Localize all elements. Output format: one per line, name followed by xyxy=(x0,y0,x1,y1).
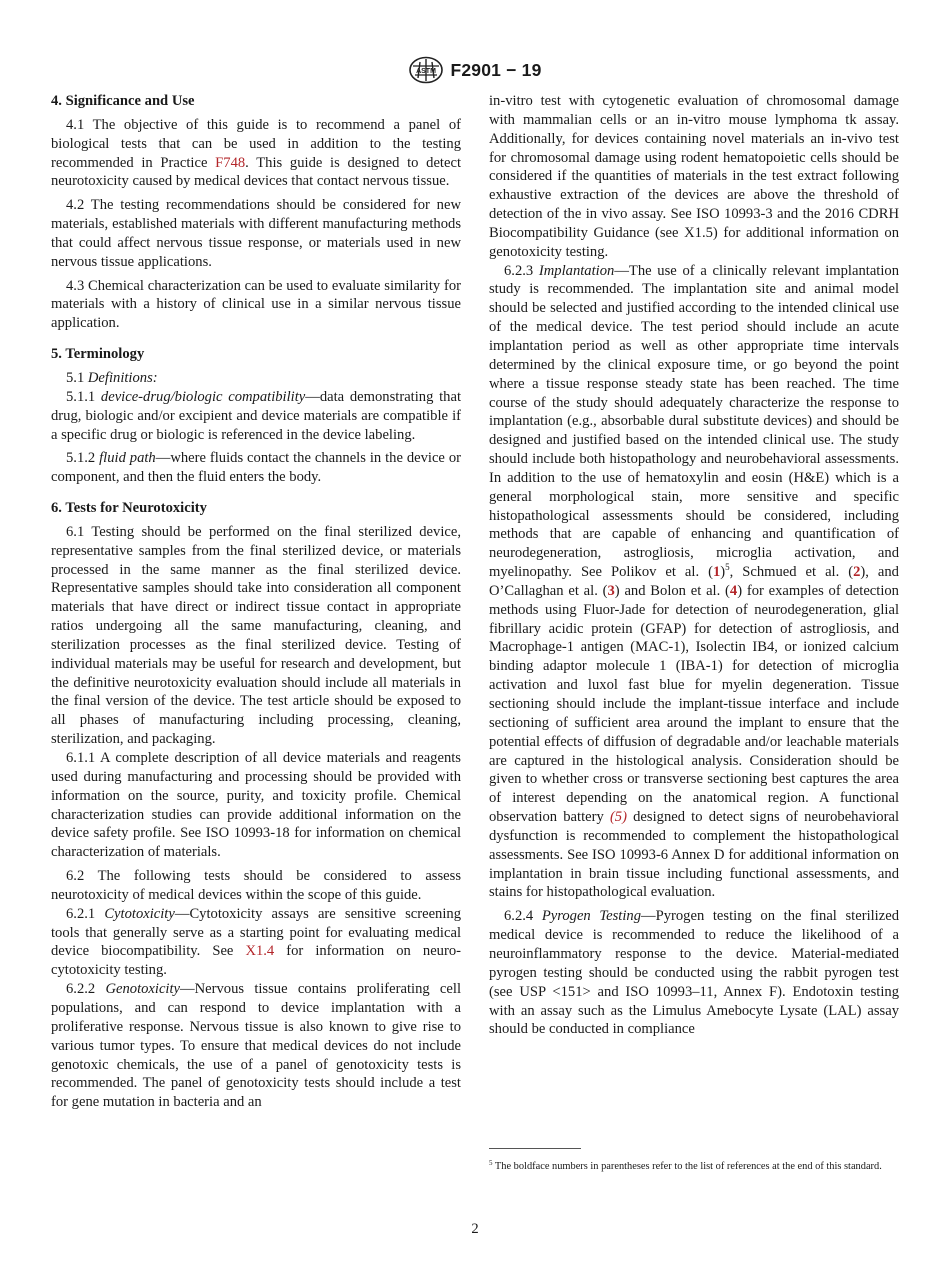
left-column xyxy=(51,92,461,1112)
right-column xyxy=(489,92,899,1039)
document-id: F2901 − 19 xyxy=(450,59,542,80)
footnote-5-marker: 5 xyxy=(725,562,730,573)
paragraph-4-1: 4.1 The objective of this guide is to recommend a panel of biological tests that can be used in addition to the testing recommended in Practice F748. This guide is designed to detect neurotoxicity caused by medical devices that contact nervous tissue. xyxy=(51,116,462,190)
paragraph-5-1-1: 5.1.1 device-drug/biologic compatibility—data demonstrating that drug, biologic and/or excipient and device materials are compatible if a specific drug or biologic is referenced in the device labeling. xyxy=(51,388,461,443)
section-6-heading: 6. Tests for Neurotoxicity xyxy=(51,500,207,517)
paragraph-6-1-1: 6.1.1 A complete description of all device materials and reagents used during manufacturing and processing should be provided with information on the source, purity, and toxicity profile. Chemical characterization studies can provide additional information on the device safety profile. See ISO 10993-18 for information on chemical characterization of materials. xyxy=(51,750,461,861)
paragraph-6-2-4: 6.2.4 Pyrogen Testing—Pyrogen testing on the final sterilized medical device is recommended to reduce the likelihood of a neuroinflammatory response to the device. Material-mediated pyrogen testing should be conducted using the rabbit pyrogen test (see USP <151> and ISO 10993–11, Annex F). Endotoxin testing with an assay such as the Limulus Amebocyte Lysate (LAL) assay should be conducted in compliance xyxy=(489,908,899,1038)
link-x1-4[interactable]: X1.4 xyxy=(245,943,275,960)
reference-1-link[interactable]: 1 xyxy=(712,564,721,581)
paragraph-5-1-2: 5.1.2 fluid path—where fluids contact the channels in the device or component, and then the fluid enters the body. xyxy=(51,450,461,486)
page-number: 2 xyxy=(471,1221,479,1237)
link-f748[interactable]: F748 xyxy=(215,154,246,171)
paragraph-6-1: 6.1 Testing should be performed on the final sterilized device, representative samples from the final sterilized device, or materials processed in the same manner as the final sterilized device. Representative samples should take into consideration all component materials that have direct or indirect tissue contact in appropriate ratios undergoing all the same manufacturing, cleaning, and sterilization processes as the final sterilized device. Testing of individual materials may be useful for research and development, but the definitive neurotoxicity evaluation should include all materials in the final version of the device. The test article should be exposed to all phases of manufacturing including processing, cleaning, sterilization, and packaging. xyxy=(51,523,461,748)
footnote-5: $^5$ The boldface numbers in parentheses refer to the list of references at the end of this standard. xyxy=(489,1159,882,1172)
section-4-heading: 4. Significance and Use xyxy=(51,93,195,109)
paragraph-6-2-3: 6.2.3 Implantation—The use of a clinically relevant implantation study is recommended. The implantation site and animal model should be selected and justified according to the intended clinical use of the medical device. The test period should include an acute implantation period as well as other appropriate time intervals determined by the clinical exposure time, or go beyond the point where a tissue response steady state has been reached. The time course of the study should adequately characterize the response to implantation (e.g., absorbable dural substitute devices) and should be designed and justified based on the intended clinical use. The study should include both histopathology and neurobehavioral assessments. In addition to the use of hematoxylin and eosin (H&E) which is a general morphological stain, more sensitive and specific histopathological assessments should be considered, including methods that are capable of enhancing and quantification of neurodegeneration, astrogliosis, microglia activation, and myelinopathy. See Polikov et al. $(1)^5$, Schmued et al. (2), and O’Callaghan et al. (3) and Bolon et al. (4) for examples of detection methods using Fluor-Jade for detection of neurodegeneration, glial fibrillary acidic protein (GFAP) for detection of astrogliosis, and Macrophage-1 antigen (MAC-1), Isolectin IB4, or ionized calcium binding adaptor molecule 1 (IBA-1) for detection of microglia activation and luxol fast blue for myelin degeneration. Tissue sectioning should include the implant-tissue interface and include sectioning of sufficient area around the implant to ensure that the potential effects of diffusion of degradable and/or leachable materials are captured in the histological analysis. Consideration should be given to whether cross or transverse sectioning best captures the area of interest depending on the anatomical region. A functional observation battery (5) designed to detect signs of neurobehavioral dysfunction is recommended to complement the histopathological assessments. See ISO 10993-6 Annex D for additional information on implantation in brain tissue including functional assessments, and stains for histopathological evaluation. xyxy=(489,262,899,901)
astm-logo-icon xyxy=(408,56,444,84)
paragraph-5-1: 5.1 Definitions: xyxy=(66,369,158,386)
paragraph-4-2: 4.2 The testing recommendations should be considered for new materials, established materials with different manufacturing methods that could affect nervous tissue response, or materials used in new nervous tissue applications. xyxy=(51,197,461,270)
paragraph-6-2-1: 6.2.1 Cytotoxicity—Cytotoxicity assays are sensitive screening tools that generally serve as a starting point for evaluating medical device biocompatibility. See X1.4 for information on neuro-cytotoxicity testing. xyxy=(51,905,462,979)
reference-4-link[interactable]: 4 xyxy=(729,582,738,599)
reference-3-link[interactable]: 3 xyxy=(607,582,615,599)
reference-2-link[interactable]: 2 xyxy=(853,564,861,581)
svg-text:ASTM: ASTM xyxy=(416,68,437,75)
paragraph-6-2-2: 6.2.2 Genotoxicity—Nervous tissue contains proliferating cell populations, and can respond to device implantation with a proliferative response. Nervous tissue is also known to give rise to various tumor types. To ensure that medical devices do not include genotoxic chemicals, the use of a panel of genotoxicity tests is recommended. The panel of genotoxicity tests should include a test for gene mutation in bacteria and an xyxy=(51,981,461,1111)
footnote-divider xyxy=(489,1148,581,1149)
reference-5-link[interactable]: (5) xyxy=(609,809,627,826)
paragraph-6-2: 6.2 The following tests should be considered to assess neurotoxicity of medical devices within the scope of this guide. xyxy=(51,868,461,903)
section-5-heading: 5. Terminology xyxy=(51,346,145,363)
paragraph-6-2-2-continued: in-vitro test with cytogenetic evaluation of chromosomal damage with mammalian cells or an in-vitro mouse lymphoma tk assay. Additionally, for devices containing novel materials an in-vivo test for chromosomal damage using rodent hematopoietic cells should be considered if the quantities of materials in the test extract following exhaustive extraction of the devices are above the threshold of detection of the in vivo assay. See ISO 10993-3 and the 2016 CDRH Biocompatibility Guidance (see X1.5) for additional information on genotoxicity testing. xyxy=(489,93,899,260)
paragraph-4-3: 4.3 Chemical characterization can be used to evaluate similarity for materials with a history of clinical use in a similar nervous tissue application. xyxy=(51,277,461,332)
page-header xyxy=(0,56,950,84)
